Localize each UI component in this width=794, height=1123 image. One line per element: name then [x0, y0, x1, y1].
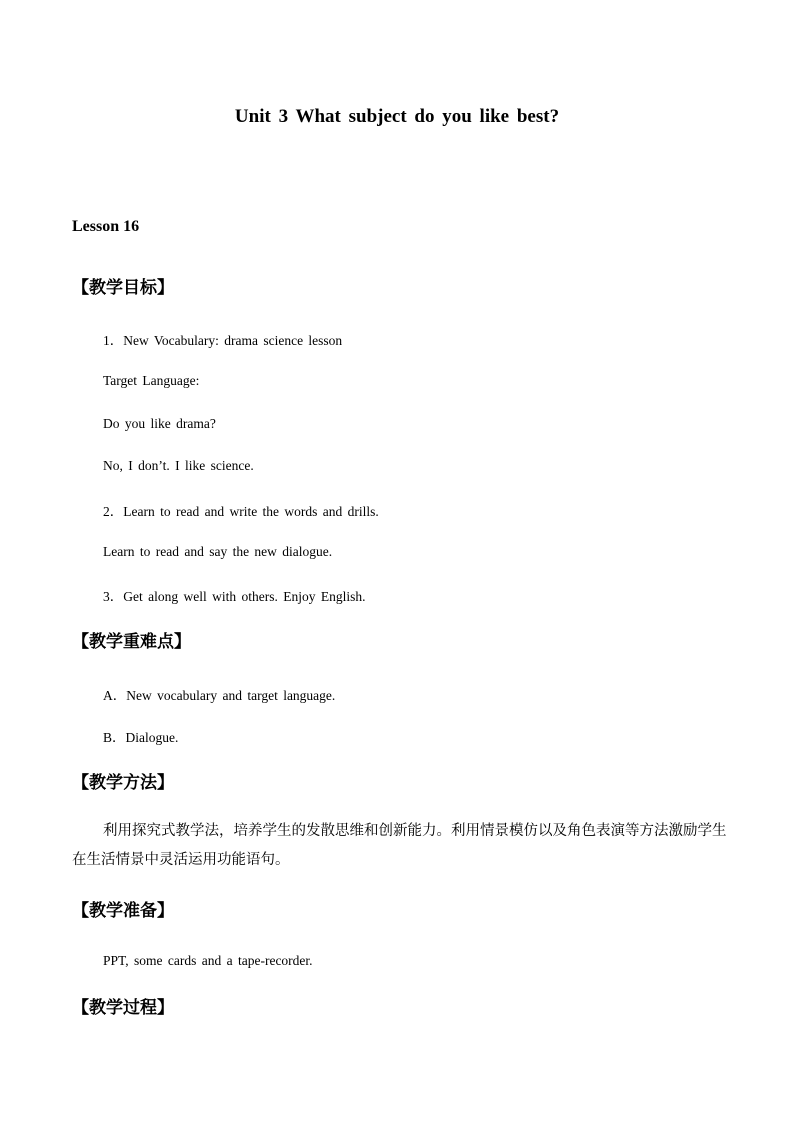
goal-line: Do you like drama? — [103, 416, 216, 431]
document-title: Unit 3 What subject do you like best? — [234, 106, 560, 127]
methods-paragraph: 利用探究式教学法，培养学生的发散思维和创新能力。利用情景模仿以及角色表演等方法激励学生在生活情景中灵活运用功能语句。 — [72, 823, 727, 868]
goal-line: 3．Get along well with others. Enjoy English. — [103, 589, 366, 604]
section-heading-goals: 【教学目标】 — [72, 278, 174, 298]
section-heading-key-points: 【教学重难点】 — [72, 632, 191, 652]
section-heading-methods: 【教学方法】 — [72, 773, 174, 793]
section-heading-preparation: 【教学准备】 — [72, 901, 174, 921]
goal-line: Target Language: — [103, 373, 200, 388]
key-point-line: B．Dialogue. — [103, 730, 179, 745]
preparation-line: PPT, some cards and a tape-recorder. — [103, 953, 313, 968]
goal-line: Learn to read and say the new dialogue. — [103, 544, 333, 559]
goal-line: 1．New Vocabulary: drama science lesson — [103, 333, 343, 348]
goal-line: 2．Learn to read and write the words and drills. — [103, 504, 379, 519]
lesson-label: Lesson 16 — [72, 218, 140, 235]
section-heading-process: 【教学过程】 — [72, 998, 174, 1018]
goal-line: No, I don’t. I like science. — [103, 458, 254, 473]
key-point-line: A．New vocabulary and target language. — [103, 688, 336, 703]
